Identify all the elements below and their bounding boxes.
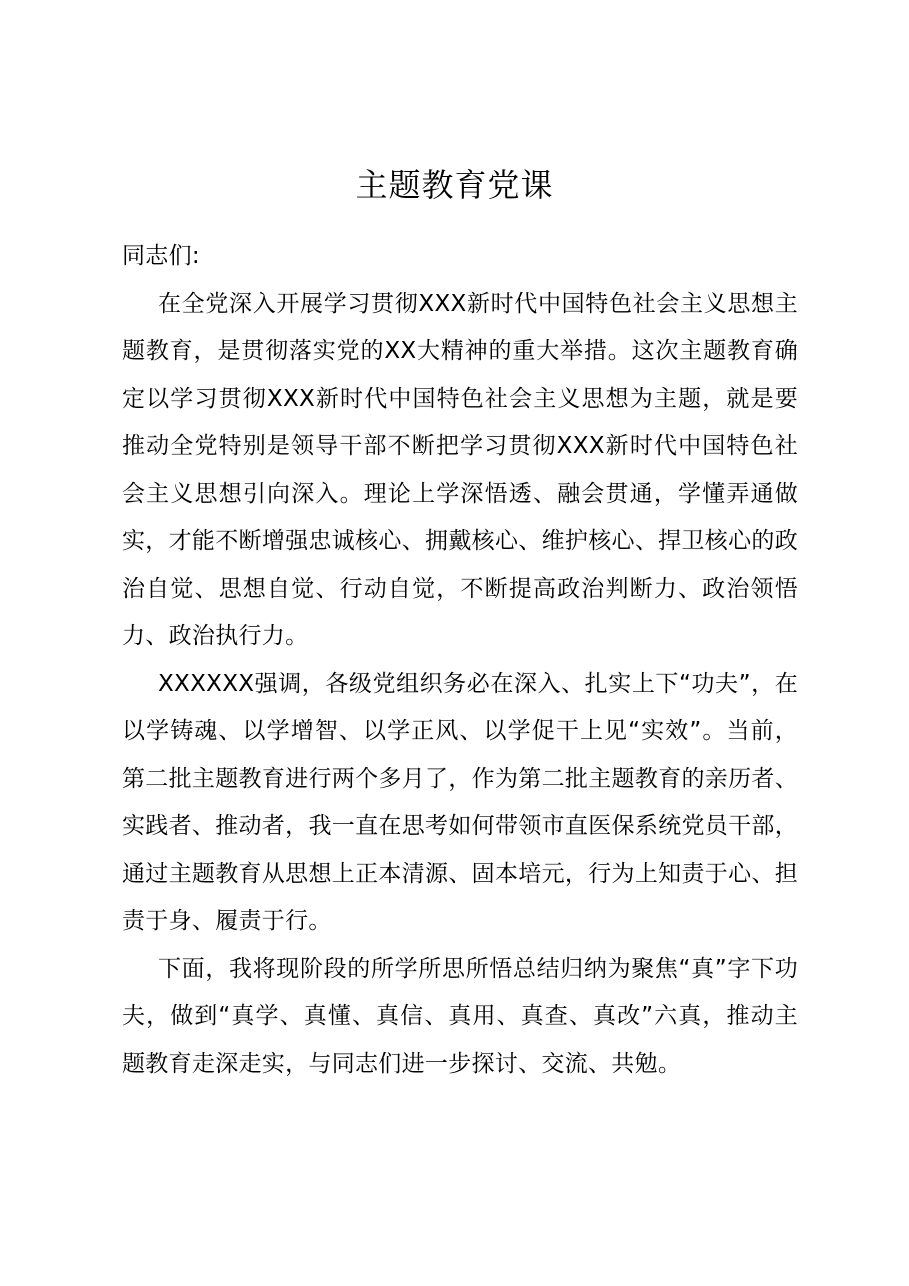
- paragraph-3: 下面，我将现阶段的所学所思所悟总结归纳为聚焦“真”字下功夫，做到“真学、真懂、真信、真用、真查、真改”六真，推动主题教育走深走实，与同志们进一步探讨、交流、共勉。: [122, 955, 798, 1077]
- document-body: [122, 233, 798, 1088]
- paragraph-1: 在全党深入开展学习贯彻XXX新时代中国特色社会主义思想主题教育，是贯彻落实党的XX大精神的重大举措。这次主题教育确定以学习贯彻XXX新时代中国特色社会主义思想为主题，就是要推动全党特别是领导干部不断把学习贯彻XXX新时代中国特色社会主义思想引向深入。理论上学深悟透、融会贯通，学懂弄通做实，才能不断增强忠诚核心、拥戴核心、维护核心、捍卫核心的政治自觉、思想自觉、行动自觉，不断提高政治判断力、政治领悟力、政治执行力。: [122, 290, 798, 649]
- salutation: 同志们:: [122, 243, 200, 269]
- paragraph-2: XXXXXX强调，各级党组织务必在深入、扎实上下“功夫”，在以学铸魂、以学增智、以学正风、以学促干上见“实效”。当前，第二批主题教育进行两个多月了，作为第二批主题教育的亲历者、实践者、推动者，我一直在思考如何带领市直医保系统党员干部，通过主题教育从思想上正本清源、固本培元，行为上知责于心、担责于身、履责于行。: [122, 670, 798, 934]
- document-title: 主题教育党课: [355, 166, 554, 204]
